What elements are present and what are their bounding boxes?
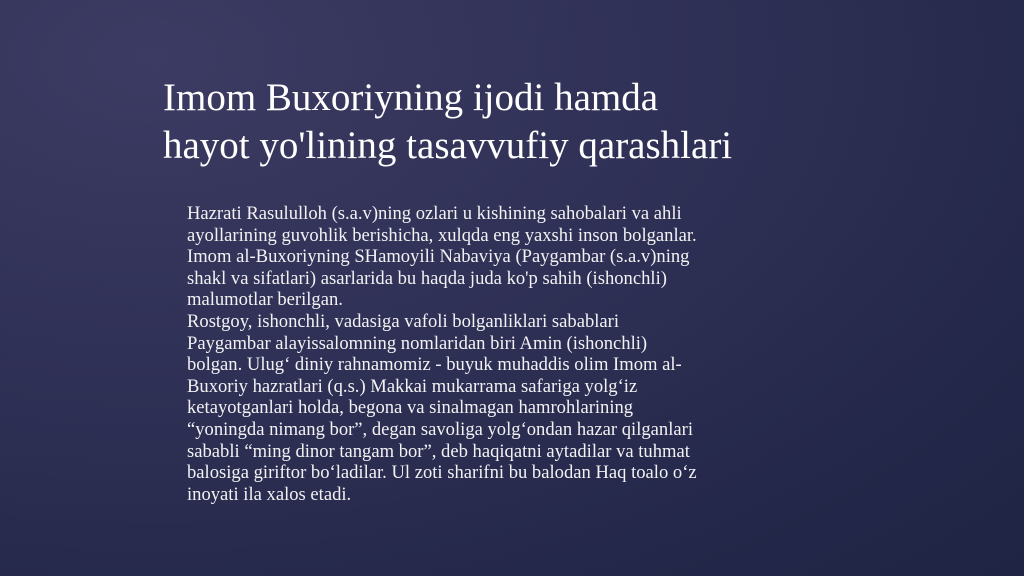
body-line: ketayotganlari holda, begona va sinalmagan hamrohlarining [187, 397, 634, 419]
body-line: inoyati ila xalos etadi. [187, 483, 352, 505]
body-line: balosiga giriftor bo‘ladilar. Ul zoti sharifni bu balodan Haq toalo o‘z [187, 462, 697, 484]
body-line: Hazrati Rasululloh (s.a.v)ning ozlari u kishining sahobalari va ahli [187, 203, 682, 224]
body-line: Paygambar alayissalomning nomlaridan biri Amin (ishonchli) [187, 332, 648, 354]
body-line: Buxoriy hazratlari (q.s.) Makkai mukarrama safariga yolg‘iz [187, 375, 638, 397]
slide-body-text [187, 203, 867, 505]
body-line: Imom al-Buxoriyning SHamoyili Nabaviya (Paygambar (s.a.v)ning [187, 246, 690, 268]
body-line: ayollarining guvohlik berishicha, xulqda eng yaxshi inson bolganlar. [187, 224, 697, 246]
body-line: Rostgoy, ishonchli, vadasiga vafoli bolganliklari sabablari [187, 310, 620, 332]
slide-title [163, 74, 923, 170]
body-line: bolgan. Ulug‘ diniy rahnamomiz - buyuk muhaddis olim Imom al- [187, 354, 682, 376]
title-line: Imom Buxoriyning ijodi hamda [163, 76, 659, 119]
body-line: shakl va sifatlari) asarlarida bu haqda juda ko'p sahih (ishonchli) [187, 267, 667, 289]
body-line: “yoningda nimang bor”, degan savoliga yolg‘ondan hazar qilganlari [187, 418, 693, 440]
body-line: malumotlar berilgan. [187, 289, 343, 311]
body-line: sababli “ming dinor tangam bor”, deb haqiqatni aytadilar va tuhmat [187, 440, 690, 462]
title-line: hayot yo'lining tasavvufiy qarashlari [163, 124, 733, 167]
